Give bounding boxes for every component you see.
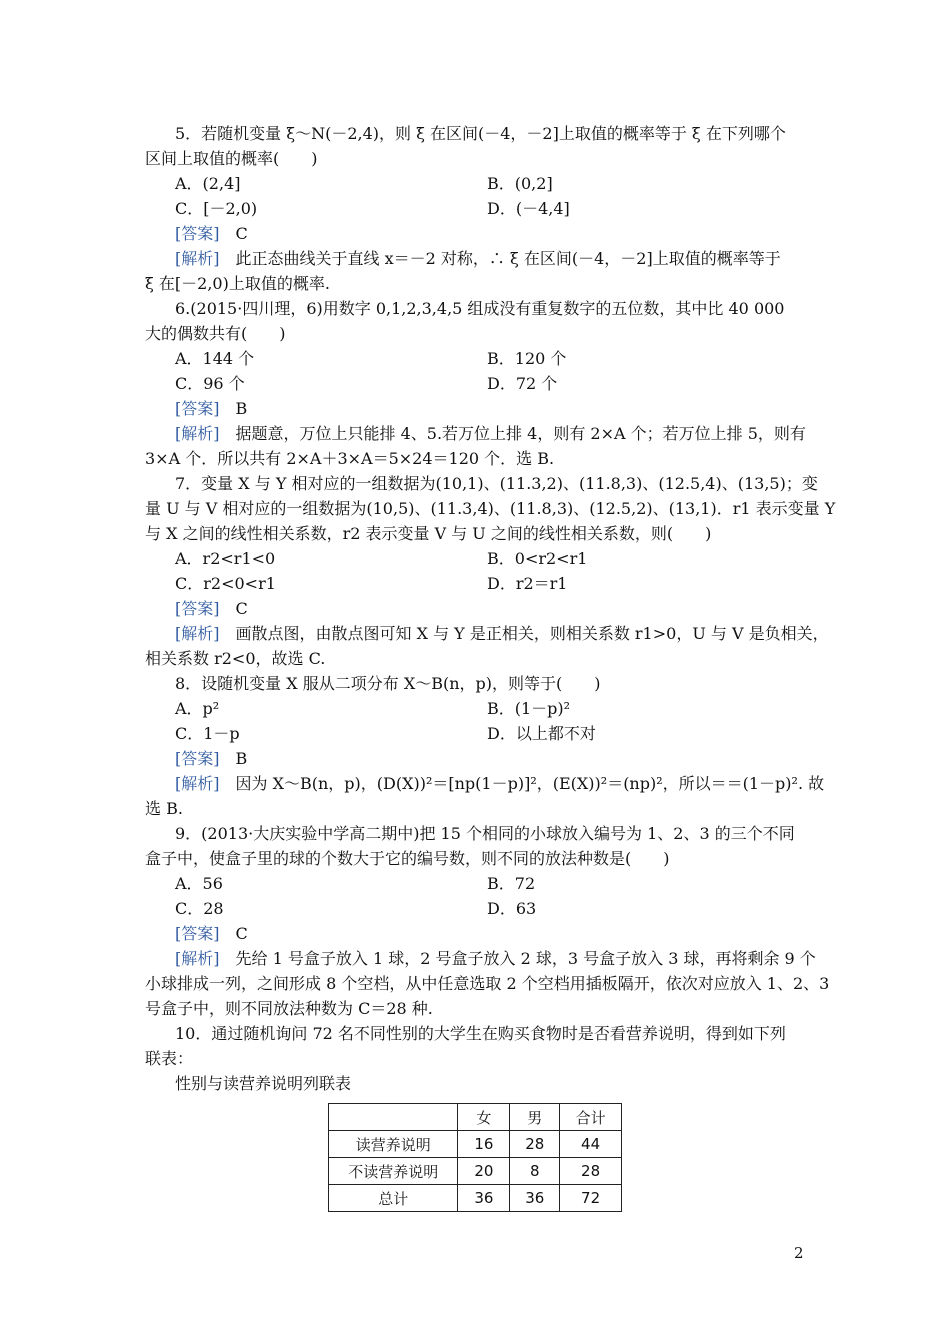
q6-option-d: D．72 个 — [487, 374, 558, 393]
table-cell: 36 — [458, 1185, 510, 1212]
q7-analysis-line1 — [175, 621, 829, 646]
q6-option-a: A．144 个 — [175, 349, 255, 368]
table-cell: 16 — [458, 1131, 510, 1158]
table-cell: 28 — [560, 1158, 622, 1185]
table-cell: 读营养说明 — [329, 1131, 458, 1158]
q9-analysis-line3: 号盒子中，则不同放法种数为 C＝28 种. — [145, 999, 433, 1018]
q10-stem-line2: 联表： — [145, 1049, 194, 1068]
q9-answer: C — [235, 924, 248, 943]
q6-analysis-line2: 3×A 个．所以共有 2×A＋3×A＝5×24＝120 个．选 B. — [145, 449, 555, 468]
analysis-tag: [解析] — [175, 774, 220, 793]
analysis-tag: [解析] — [175, 249, 220, 268]
q7-analysis-line2: 相关系数 r2<0，故选 C. — [145, 649, 326, 668]
table-cell: 72 — [560, 1185, 622, 1212]
table-cell: 不读营养说明 — [329, 1158, 458, 1185]
q9-option-b: B．72 — [487, 874, 536, 893]
q8-option-b: B．(1－p)² — [487, 699, 571, 718]
q7-option-b: B．0<r2<r1 — [487, 549, 588, 568]
q8-analysis-text1: 因为 X～B(n，p)，(D(X))²＝[np(1－p)]²，(E(X))²＝(np)²，所以＝＝(1－p)². 故 — [235, 774, 825, 793]
q5-stem-line2: 区间上取值的概率( ) — [145, 149, 318, 168]
page-number: 2 — [794, 1244, 804, 1262]
q6-option-b: B．120 个 — [487, 349, 567, 368]
q6-stem-line2: 大的偶数共有( ) — [145, 324, 286, 343]
q5-stem-line1: 5．若随机变量 ξ～N(－2,4)，则 ξ 在区间(－4，－2]上取值的概率等于 ξ 在下列哪个 — [175, 124, 786, 143]
q7-analysis-text1: 画散点图，由散点图可知 X 与 Y 是正相关，则相关系数 r1>0，U 与 V 是负相关， — [235, 624, 829, 643]
table-cell: 44 — [560, 1131, 622, 1158]
table-header-cell: 合计 — [560, 1104, 622, 1131]
table-row — [329, 1131, 622, 1158]
q7-option-c: C．r2<0<r1 — [175, 574, 276, 593]
q7-stem-line3: 与 X 之间的线性相关系数，r2 表示变量 V 与 U 之间的线性相关系数，则( ) — [145, 524, 712, 543]
q5-analysis-line2: ξ 在[－2,0)上取值的概率. — [145, 274, 330, 293]
table-cell: 36 — [510, 1185, 560, 1212]
q9-analysis-line2: 小球排成一列，之间形成 8 个空档，从中任意选取 2 个空档用插板隔开，依次对应放入 1、2、3 — [145, 974, 830, 993]
table-header-cell: 女 — [458, 1104, 510, 1131]
q9-analysis-text1: 先给 1 号盒子放入 1 球，2 号盒子放入 2 球，3 号盒子放入 3 球，再将剩余 9 个 — [235, 949, 816, 968]
q6-stem-line1: 6.(2015·四川理，6)用数字 0,1,2,3,4,5 组成没有重复数字的五位数，其中比 40 000 — [175, 299, 785, 318]
table-caption: 性别与读营养说明列联表 — [175, 1074, 352, 1093]
table-header-row — [329, 1104, 622, 1131]
q6-option-c: C．96 个 — [175, 374, 245, 393]
q5-analysis-line1 — [175, 246, 781, 271]
q6-answer: B — [235, 399, 248, 418]
q8-analysis-line1 — [175, 771, 824, 796]
q9-option-c: C．28 — [175, 899, 224, 918]
table-header-cell — [329, 1104, 458, 1131]
q9-analysis-line1 — [175, 946, 816, 971]
table-cell: 8 — [510, 1158, 560, 1185]
contingency-table — [328, 1103, 622, 1212]
q8-option-d: D．以上都不对 — [487, 724, 596, 743]
q7-answer: C — [235, 599, 248, 618]
q8-option-a: A．p² — [175, 699, 220, 718]
q5-option-b: B．(0,2] — [487, 174, 553, 193]
table-cell: 总计 — [329, 1185, 458, 1212]
q5-answer: C — [235, 224, 248, 243]
answer-tag: [答案] — [175, 599, 220, 618]
q8-analysis-line2: 选 B. — [145, 799, 183, 818]
q6-answer-line — [175, 396, 247, 421]
answer-tag: [答案] — [175, 399, 220, 418]
q8-stem-line1: 8．设随机变量 X 服从二项分布 X～B(n，p)，则等于( ) — [175, 674, 601, 693]
table-header-cell: 男 — [510, 1104, 560, 1131]
answer-tag: [答案] — [175, 224, 220, 243]
q9-option-d: D．63 — [487, 899, 537, 918]
analysis-tag: [解析] — [175, 424, 220, 443]
analysis-tag: [解析] — [175, 949, 220, 968]
q5-option-d: D．(－4,4] — [487, 199, 570, 218]
q7-stem-line2: 量 U 与 V 相对应的一组数据为(10,5)、(11.3,4)、(11.8,3)、(12.5,2)、(13,1)．r1 表示变量 Y — [145, 499, 836, 518]
q6-analysis-line1 — [175, 421, 806, 446]
q9-stem-line1: 9．(2013·大庆实验中学高二期中)把 15 个相同的小球放入编号为 1、2、3 的三个不同 — [175, 824, 795, 843]
q5-option-c: C．[－2,0) — [175, 199, 258, 218]
q7-option-d: D．r2＝r1 — [487, 574, 568, 593]
q5-answer-line — [175, 221, 248, 246]
q10-stem-line1: 10．通过随机询问 72 名不同性别的大学生在购买食物时是否看营养说明，得到如下列 — [175, 1024, 786, 1043]
q8-answer-line — [175, 746, 247, 771]
answer-tag: [答案] — [175, 924, 220, 943]
q5-analysis-text1: 此正态曲线关于直线 x＝－2 对称，∴ ξ 在区间(－4，－2]上取值的概率等于 — [235, 249, 781, 268]
answer-tag: [答案] — [175, 749, 220, 768]
q9-option-a: A．56 — [175, 874, 223, 893]
table-cell: 28 — [510, 1131, 560, 1158]
table-row — [329, 1185, 622, 1212]
table-row — [329, 1158, 622, 1185]
analysis-tag: [解析] — [175, 624, 220, 643]
q8-answer: B — [235, 749, 248, 768]
q7-option-a: A．r2<r1<0 — [175, 549, 276, 568]
q7-stem-line1: 7．变量 X 与 Y 相对应的一组数据为(10,1)、(11.3,2)、(11.8,3)、(12.5,4)、(13,5)；变 — [175, 474, 818, 493]
q6-analysis-text1: 据题意，万位上只能排 4、5.若万位上排 4，则有 2×A 个；若万位上排 5，则有 — [235, 424, 806, 443]
q5-option-a: A．(2,4] — [175, 174, 241, 193]
q9-stem-line2: 盒子中，使盒子里的球的个数大于它的编号数，则不同的放法种数是( ) — [145, 849, 670, 868]
q7-answer-line — [175, 596, 248, 621]
table-cell: 20 — [458, 1158, 510, 1185]
q8-option-c: C．1－p — [175, 724, 240, 743]
q9-answer-line — [175, 921, 248, 946]
